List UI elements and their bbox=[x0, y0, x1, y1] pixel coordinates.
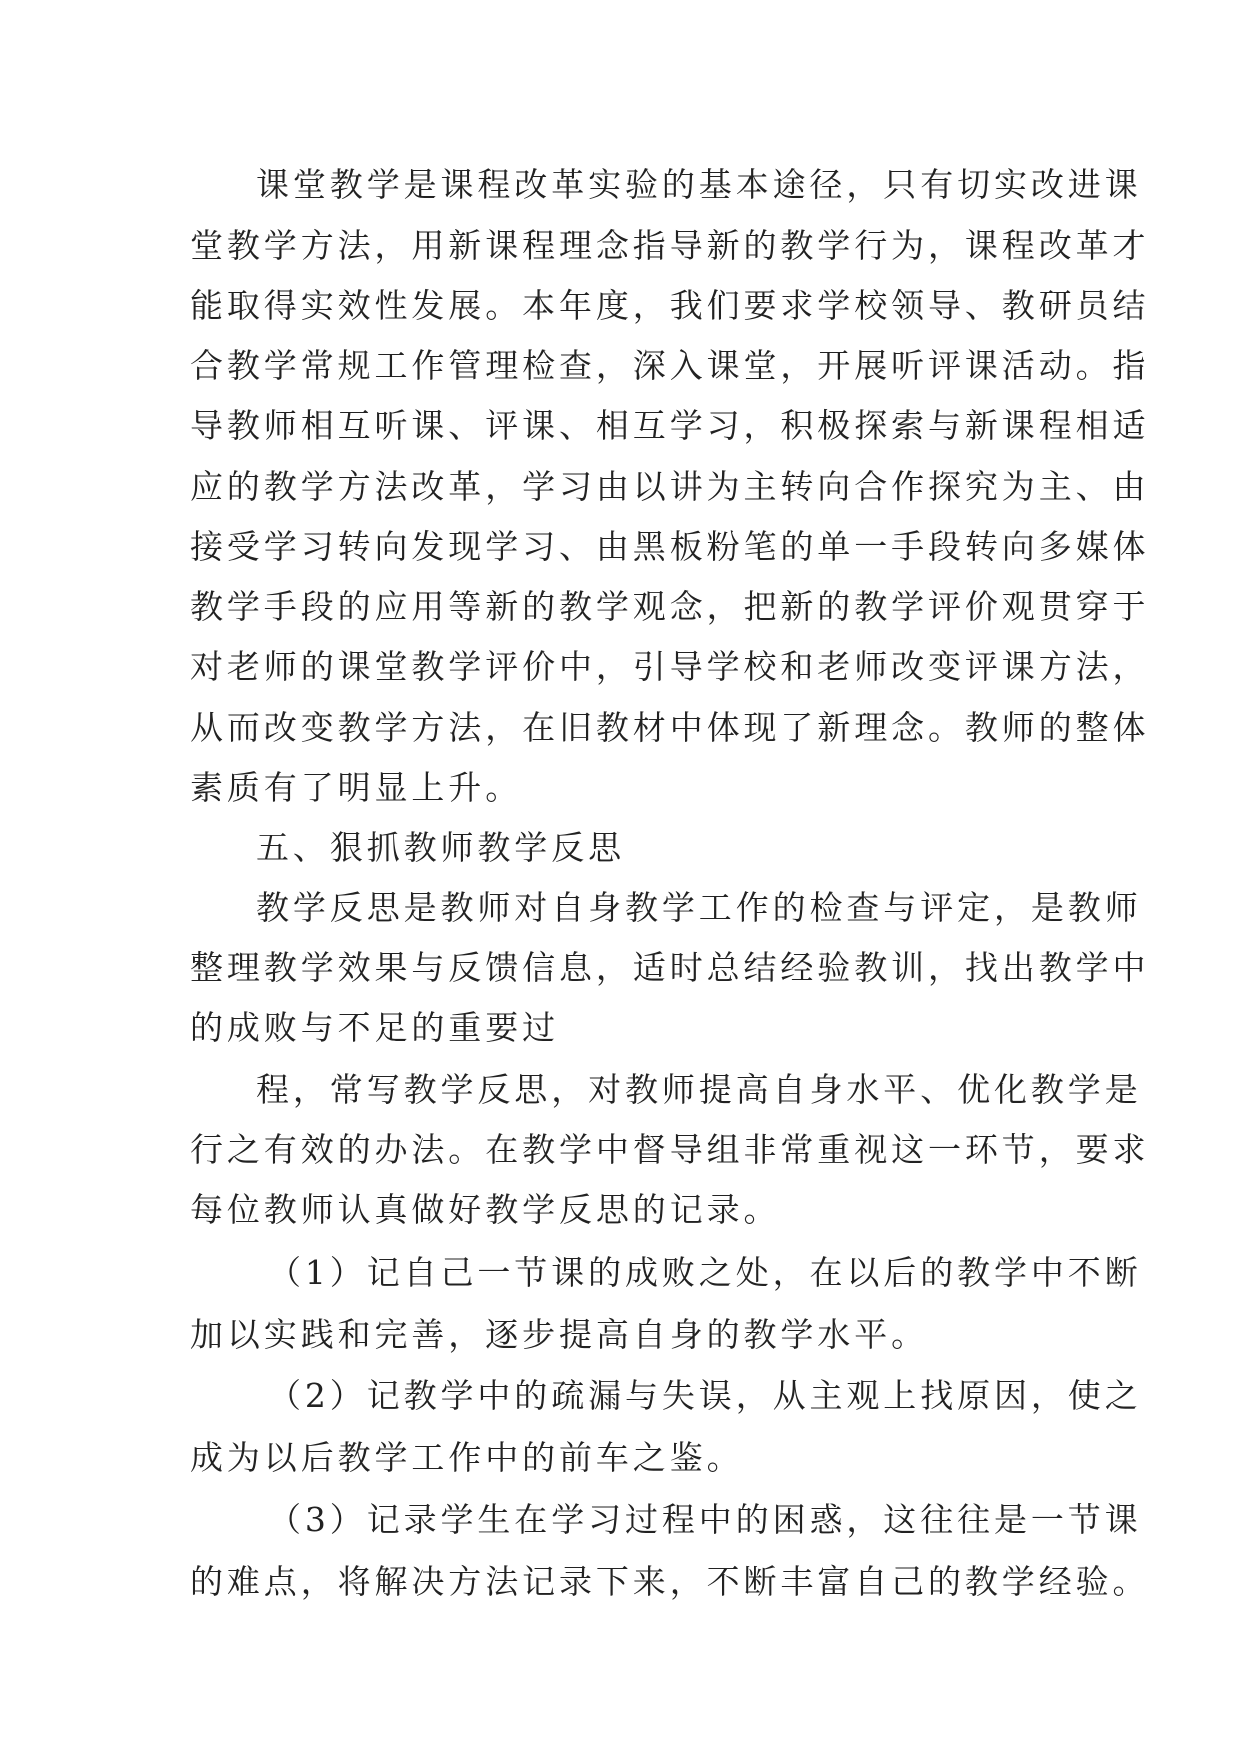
paragraph-line: 教学反思是教师对自身教学工作的检查与评定，是教师 bbox=[256, 888, 1142, 927]
paragraph-line: 应的教学方法改革，学习由以讲为主转向合作探究为主、由 bbox=[190, 467, 1150, 506]
list-item-line: 加以实践和完善，逐步提高自身的教学水平。 bbox=[190, 1315, 928, 1354]
paragraph-line: 合教学常规工作管理检查，深入课堂，开展听评课活动。指 bbox=[190, 346, 1150, 385]
paragraph-line: 课堂教学是课程改革实验的基本途径，只有切实改进课 bbox=[256, 165, 1142, 204]
paragraph-line: 教学手段的应用等新的教学观念，把新的教学评价观贯穿于 bbox=[190, 587, 1150, 626]
paragraph-line: 导教师相互听课、评课、相互学习，积极探索与新课程相适 bbox=[190, 406, 1150, 445]
paragraph-line: 素质有了明显上升。 bbox=[190, 768, 523, 807]
section-heading: 五、狠抓教师教学反思 bbox=[256, 828, 625, 867]
list-item-line: 的难点，将解决方法记录下来，不断丰富自己的教学经验。 bbox=[190, 1562, 1150, 1601]
list-item-line: （1）记自己一节课的成败之处，在以后的教学中不断 bbox=[268, 1253, 1142, 1292]
paragraph-line: 的成败与不足的重要过 bbox=[190, 1008, 559, 1047]
paragraph-line: 程，常写教学反思，对教师提高自身水平、优化教学是 bbox=[256, 1070, 1142, 1109]
paragraph-line: 整理教学效果与反馈信息，适时总结经验教训，找出教学中 bbox=[190, 948, 1150, 987]
list-item-line: 成为以后教学工作中的前车之鉴。 bbox=[190, 1438, 744, 1477]
paragraph-line: 行之有效的办法。在教学中督导组非常重视这一环节，要求 bbox=[190, 1130, 1150, 1169]
paragraph-line: 从而改变教学方法，在旧教材中体现了新理念。教师的整体 bbox=[190, 708, 1150, 747]
list-item-line: （2）记教学中的疏漏与失误，从主观上找原因，使之 bbox=[268, 1376, 1142, 1415]
list-item-line: （3）记录学生在学习过程中的困惑，这往往是一节课 bbox=[268, 1500, 1142, 1539]
paragraph-line: 能取得实效性发展。本年度，我们要求学校领导、教研员结 bbox=[190, 286, 1150, 325]
paragraph-line: 对老师的课堂教学评价中，引导学校和老师改变评课方法， bbox=[190, 647, 1150, 686]
paragraph-line: 每位教师认真做好教学反思的记录。 bbox=[190, 1190, 781, 1229]
paragraph-line: 接受学习转向发现学习、由黑板粉笔的单一手段转向多媒体 bbox=[190, 527, 1150, 566]
paragraph-line: 堂教学方法，用新课程理念指导新的教学行为，课程改革才 bbox=[190, 226, 1150, 265]
